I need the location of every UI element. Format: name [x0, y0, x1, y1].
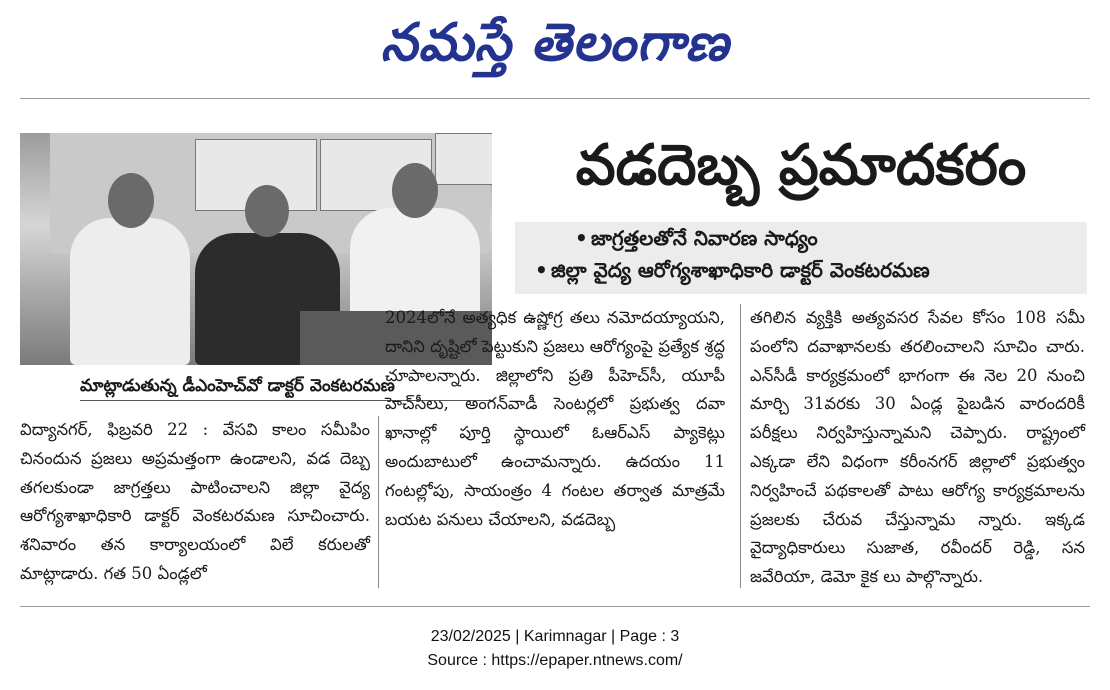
- subheadline-box: [515, 222, 1087, 294]
- masthead: [0, 6, 1110, 80]
- article-column-1: విద్యానగర్, ఫిబ్రవరి 22 : వేసవి కాలం సమీపిం చినందున ప్రజలు అప్రమత్తంగా ఉండాలని, వడ దెబ్బ తగలకుండా జాగ్రత్తలు పాటించాలని జిల్లా వైద్య ఆరోగ్యశాఖాధికారి డాక్టర్ వెంకటరమణ సూచించారు. శనివారం తన కార్యాలయంలో విలే కరులతో మాట్లాడారు. గత 50 ఏండ్లలో: [20, 420, 370, 583]
- subheadline-text: జిల్లా వైద్య ఆరోగ్యశాఖాధికారి డాక్టర్ వెంకటరమణ: [551, 258, 930, 282]
- photo-poster: [435, 133, 492, 185]
- photo-person-left: [70, 218, 190, 365]
- photo-caption: మాట్లాడుతున్న డీఎంహెచ్‌వో డాక్టర్ వెంకటరమణ: [80, 372, 492, 401]
- subheadline-text: జాగ్రత్తలతోనే నివారణ సాధ్యం: [591, 226, 818, 250]
- photo-head: [108, 173, 154, 228]
- article-column-2: 2024లోనే అత్యధిక ఉష్ణోగ్ర తలు నమోదయ్యాయని, దానిని దృష్టిలో పెట్టుకుని ప్రజలు ఆరోగ్యంపై ప్రత్యేక శ్రద్ధ చూపాలన్నారు. జిల్లాలోని ప్రతి పీహెచ్‌సీ, యూపీ హెచ్‌సీలు, అంగన్‌వాడీ సెంటర్లలో ప్రభుత్వ దవా ఖానాల్లో పూర్తి స్థాయిలో ఓఆర్‌ఎస్ ప్యాకెట్లు అందుబాటులో ఉంచామన్నారు. ఉదయం 11 గంటల్లోపు, సాయంత్రం 4 గంటల తర్వాత మాత్రమే బయట పనులు చేయాలని, వడదెబ్బ: [385, 308, 725, 529]
- photo-head: [392, 163, 438, 218]
- footer-dateline: 23/02/2025 | Karimnagar | Page : 3: [430, 628, 680, 645]
- footer-source: Source : https://epaper.ntnews.com/: [427, 652, 683, 669]
- subheadline-bullet: • జిల్లా వైద్య ఆరోగ్యశాఖాధికారి డాక్టర్ వెంకటరమణ: [535, 258, 930, 282]
- column-divider: [378, 416, 379, 588]
- photo-head: [245, 185, 289, 237]
- column-divider: [740, 304, 741, 588]
- top-divider: [20, 98, 1090, 99]
- newspaper-logo: నమస్తే తెలంగాణ: [380, 12, 730, 73]
- article-column-3: తగిలిన వ్యక్తికి అత్యవసర సేవల కోసం 108 సమీ పంలోని దవాఖానలకు తరలించాలని సూచిం చారు. ఎన్‌సీడీ కార్యక్రమంలో భాగంగా ఈ నెల 20 నుంచి మార్చి 31వరకు 30 ఏండ్ల పైబడిన వారందరికీ పరీక్షలు నిర్వహిస్తున్నామని చెప్పారు. రాష్ట్రంలో ఎక్కడా లేని విధంగా కరీంనగర్ జిల్లాలో ప్రభుత్వం నిర్వహించే పథకాలతో పాటు ఆరోగ్య కార్యక్రమాలను ప్రజలకు చేరువ చేస్తున్నామ న్నారు. ఇక్కడ వైద్యాధికారులు సుజాత, రవీందర్ రెడ్డి, సన జవేరియా, డెమో కైక లు పాల్గొన్నారు.: [750, 308, 1085, 587]
- bottom-divider: [20, 606, 1090, 607]
- subheadline-bullet: • జాగ్రత్తలతోనే నివారణ సాధ్యం: [575, 226, 818, 250]
- headline: వడదెబ్బ ప్రమాదకరం: [575, 133, 1027, 198]
